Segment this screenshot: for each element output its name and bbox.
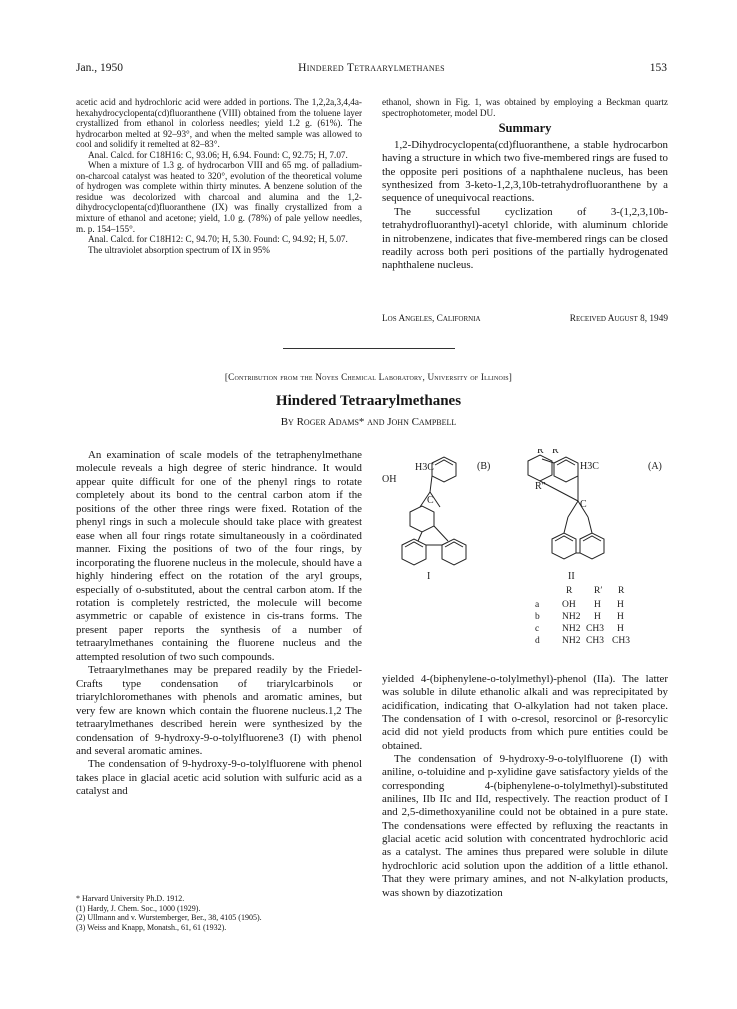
- summary-paragraph-2: The successful cyclization of 3-(1,2,3,10b-tetrahydrofluoranthyl)-acetyl chloride, with aluminum chloride in nitrobenzene, indicates that five-membered rings can be closed readily across both peri positions of the partially hydrogenated naphthalene nucleus.: [382, 205, 668, 272]
- phenol-product-paragraph: yielded 4-(biphenylene-o-tolylmethyl)-phenol (IIa). The latter was soluble in dilute ethanolic alkali and was reprecipitated by acidification, indicating that O-alkylation had not taken place. The condensation of I with o-cresol, resorcinol or β-resorcylic acid did not yield products from which pure entities could be obtained.: [382, 673, 668, 752]
- footnotes: [76, 894, 366, 933]
- analysis-paragraph-1: Anal. Calcd. for C18H16: C, 93.06; H, 6.94. Found: C, 92.75; H, 7.07.: [88, 149, 348, 160]
- section-divider: [283, 348, 455, 349]
- footnote-1: (1) Hardy, J. Chem. Soc., 1000 (1929).: [76, 903, 201, 913]
- header-running-title: Hindered Tetraarylmethanes: [298, 62, 445, 74]
- received-line: [382, 314, 668, 324]
- table-row-a-r: OH: [562, 600, 576, 610]
- carbon-label-II: C: [580, 499, 587, 510]
- top-left-column: [76, 97, 362, 255]
- table-row-b-r: NH2: [562, 612, 581, 622]
- table-row-d-r: NH2: [562, 636, 581, 646]
- table-header-rdouble: R: [618, 586, 625, 596]
- rdouble-prime-label: R″: [535, 481, 546, 492]
- footnote-2: (2) Ullmann and v. Wurstemberger, Ber., 38, 4105 (1905).: [76, 913, 262, 923]
- experimental-paragraph-1: acetic acid and hydrochloric acid were added in portions. The 1,2,2a,3,4,4a-hexahydrocyclopenta(cd)fluoranthene (VIII) obtained from the toluene layer crystallized from ethanol in colorless needles; yield 1.2 g. (61%). The hydrocarbon melted at 92–93°, and when the melted sample was allowed to cool and solidify it remelted at 82–83°.: [76, 97, 362, 150]
- top-right-column: [382, 97, 668, 273]
- received-date: Received August 8, 1949: [569, 314, 668, 324]
- structure-diagram: [372, 449, 672, 674]
- fluorene-ring-II-left: [552, 533, 576, 559]
- header-date: Jan., 1950: [76, 62, 123, 74]
- analysis-paragraph-2: Anal. Calcd. for C18H12: C, 94.70; H, 5.30. Found: C, 94.92; H, 5.07.: [88, 234, 348, 245]
- spectrum-paragraph: ethanol, shown in Fig. 1, was obtained by employing a Beckman quartz spectrophotometer, model DU.: [382, 97, 668, 118]
- compound-label-II: II: [568, 571, 575, 582]
- experimental-paragraph-2: When a mixture of 1.3 g. of hydrocarbon VIII and 65 mg. of palladium-on-charcoal catalyst was heated to 320°, evolution of the theoretical volume of hydrogen was complete within thirty minutes. A benzene solution of the residue was decolorized with charcoal and alumina and the 1,2-dihydrocyclopenta(cd)fluoranthene (IX) was finally crystallized from a mixture of ethanol and acetone; yield, 1.0 g. (78%) of pale yellow needles, m. p. 154–155°.: [76, 160, 362, 234]
- substituted-ring-II: [528, 455, 552, 481]
- oh-label: OH: [382, 474, 397, 485]
- tolyl-ring-II: [554, 457, 578, 482]
- table-row-b-letter: b: [535, 612, 540, 622]
- tolyl-ring-I: [432, 457, 456, 482]
- h3c-label-I: H3C: [415, 462, 434, 473]
- tag-a: (A): [648, 461, 662, 472]
- contribution-line: [Contribution from the Noyes Chemical Laboratory, University of Illinois]: [224, 372, 513, 382]
- table-row-d-rdouble: CH3: [612, 636, 630, 646]
- footnote-star: * Harvard University Ph.D. 1912.: [76, 894, 185, 903]
- structure-figure: [372, 449, 672, 674]
- rprime-label-top: R′: [552, 449, 561, 456]
- fluorene-ring-I-top: [410, 506, 434, 532]
- r-label-top: R: [537, 449, 544, 456]
- table-row-c-letter: c: [535, 624, 540, 634]
- table-row-a-rprime: H: [594, 600, 601, 610]
- main-left-column: [76, 449, 362, 799]
- table-row-b-rdouble: H: [617, 612, 624, 622]
- experimental-paragraph-3: The ultraviolet absorption spectrum of IX in 95%: [88, 244, 270, 255]
- table-row-c-rprime: CH3: [586, 624, 604, 634]
- table-header-r: R: [566, 586, 573, 596]
- summary-paragraph-1: 1,2-Dihydrocyclopenta(cd)fluoranthene, a stable hydrocarbon having a structure in which two five-membered rings are fused to the opposite peri positions of a naphthalene nucleus, has been synthesized from 3-keto-1,2,3,10b-tetrahydrofluoranthene by a sequence of unequivocal reactions.: [382, 139, 668, 205]
- table-row-d-letter: d: [535, 636, 540, 646]
- article-authors: By Roger Adams* and John Campbell: [280, 416, 457, 428]
- article-title: Hindered Tetraarylmethanes: [275, 393, 462, 409]
- intro-paragraph: An examination of scale models of the tetraphenylmethane molecule reveals a high degree of steric hindrance. It would appear quite difficult for one of the phenyl rings to rotate completely about its bond to the central carbon atom if the positions of the other three rings were fixed. Rotation of the phenyl rings in such a molecule should take place with greatest ease when all four rings rotate simultaneously in a coördinated manner. Fixing the positions of two of the four rings, by incorporating the fluorene nucleus in the molecule, should have a highly hindering effect on the rotation of the aryl groups, especially of o-substituted, about the central carbon atom. If the rotation is completely restricted, the molecule will become asymmetric or capable of existence in cis-trans forms. The present paper reports the synthesis of a number of tetraarylmethanes containing the fluorene nucleus and the attempted resolution of two such compounds.: [76, 449, 362, 663]
- synthesis-paragraph: Tetraarylmethanes may be prepared readily by the Friedel-Crafts type condensation of triarylcarbinols or triarylchloromethanes with phenols and aromatic amines, but very few are known which contain the fluorene nucleus.1,2 The tetraarylmethanes described herein were synthesized by the condensation of 9-hydroxy-9-o-tolylfluorene3 (I) with phenol and several aromatic amines.: [76, 664, 362, 757]
- table-header-rprime: R′: [594, 586, 603, 596]
- header-page-number: 153: [649, 62, 667, 74]
- table-row-a-rdouble: H: [617, 600, 624, 610]
- location: Los Angeles, California: [382, 314, 481, 324]
- fluorene-ring-I-right: [442, 539, 466, 565]
- fluorene-ring-II-right: [580, 533, 604, 559]
- amine-condensation-paragraph: The condensation of 9-hydroxy-9-o-tolylfluorene (I) with aniline, o-toluidine and p-xylidine gave satisfactory yields of the corresponding 4-(biphenylene-o-tolylmethyl)-substituted anilines, IIb IIc and IId, respectively. The reaction product of I and 2,5-dimethoxyaniline could not be obtained in a pure state. The condensations were effected by refluxing the reactants in glacial acetic acid solution with concentrated hydrochloric acid as a catalyst. The amines thus prepared were soluble in dilute hydrochloric acid solution upon the addition of a little ethanol. That they were primary amines, and not N-alkylation products, was shown by diazotization: [382, 753, 668, 899]
- condensation-paragraph: The condensation of 9-hydroxy-9-o-tolylfluorene with phenol takes place in glacial acetic acid solution with sulfuric acid as a catalyst and: [76, 758, 362, 798]
- footnote-3: (3) Weiss and Knapp, Monatsh., 61, 61 (1932).: [76, 923, 227, 933]
- summary-heading: Summary: [498, 121, 552, 136]
- page-header: [76, 62, 667, 76]
- table-row-b-rprime: H: [594, 612, 601, 622]
- tag-b: (B): [477, 461, 491, 472]
- h3c-label-II: H3C: [580, 461, 599, 472]
- carbon-label-I: C: [427, 495, 434, 506]
- table-row-c-r: NH2: [562, 624, 581, 634]
- table-row-c-rdouble: H: [617, 624, 624, 634]
- substituent-table: [535, 586, 630, 646]
- fluorene-ring-I-left: [402, 539, 426, 565]
- table-row-d-rprime: CH3: [586, 636, 604, 646]
- main-right-column: [382, 673, 668, 900]
- compound-label-I: I: [427, 571, 431, 582]
- table-row-a-letter: a: [535, 600, 540, 610]
